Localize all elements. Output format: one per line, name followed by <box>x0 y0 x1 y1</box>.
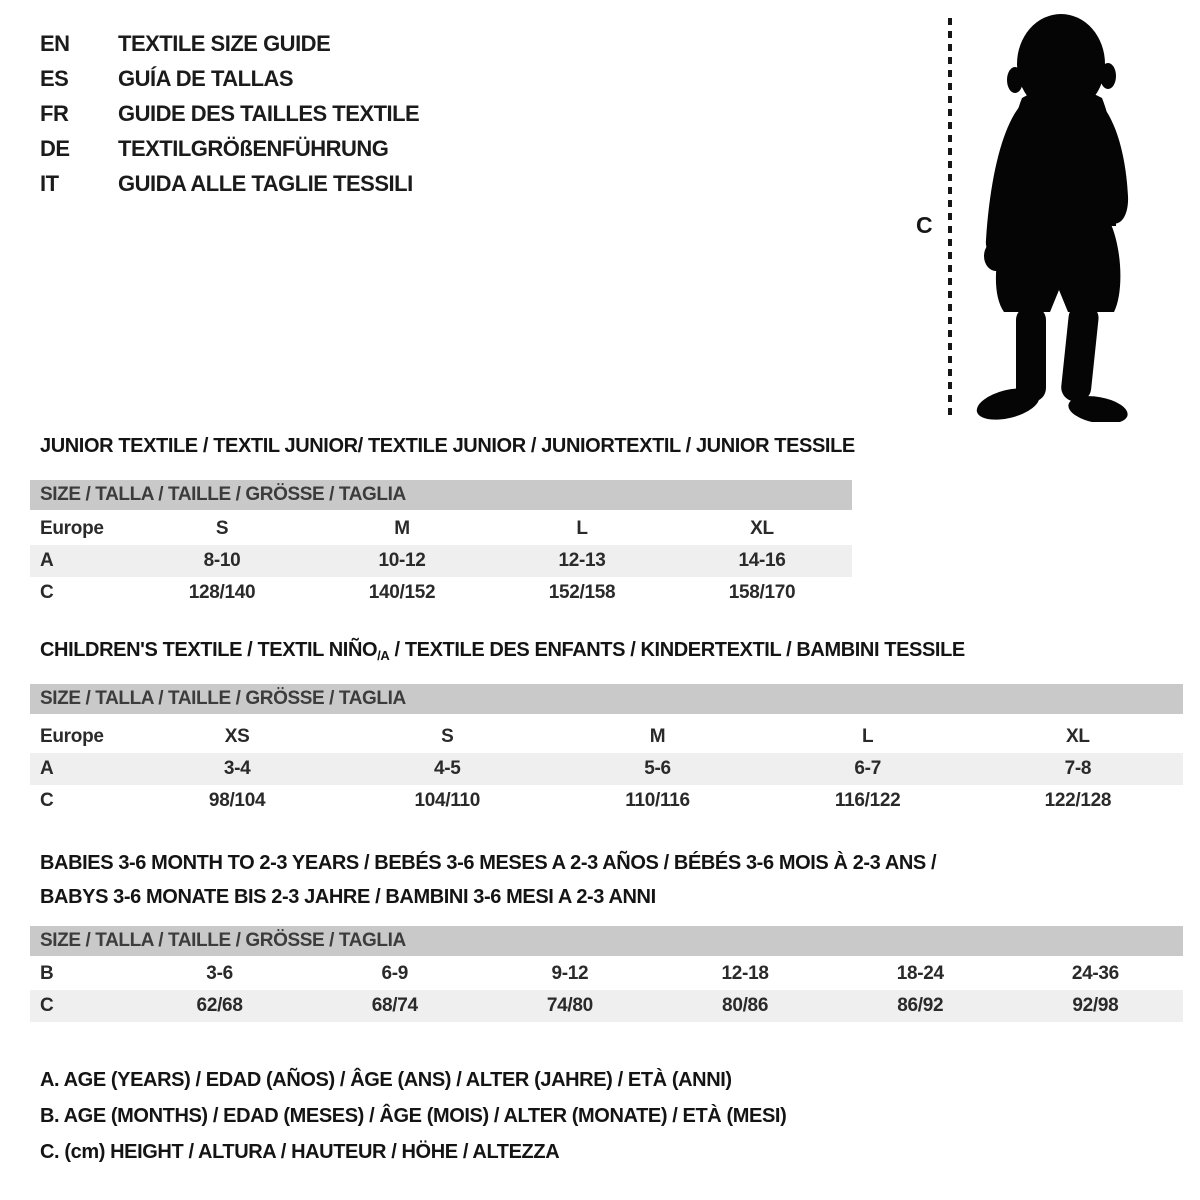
table-cell: 4-5 <box>434 758 461 779</box>
language-header <box>40 26 419 201</box>
lang-code: ES <box>40 65 69 91</box>
table-column-header: L <box>862 726 874 747</box>
babies-title-line2: BABYS 3-6 MONATE BIS 2-3 JAHRE / BAMBINI 3-6 MESI A 2-3 ANNI <box>40 886 656 908</box>
table-column-header: M <box>649 726 666 747</box>
table-cell: 12-13 <box>558 550 606 571</box>
table-column-header: XL <box>1066 726 1090 747</box>
lang-code: DE <box>40 135 70 161</box>
table-cell: 122/128 <box>1044 790 1112 811</box>
table-cell: 18-24 <box>896 963 944 984</box>
junior-section-title: JUNIOR TEXTILE / TEXTIL JUNIOR/ TEXTILE JUNIOR / JUNIORTEXTIL / JUNIOR TESSILE <box>40 435 855 457</box>
table-cell: 12-18 <box>721 963 769 984</box>
table-column-header: XS <box>224 726 250 747</box>
table-column-header: S <box>215 518 229 539</box>
table-cell: 5-6 <box>644 758 671 779</box>
junior-age-row <box>30 545 852 577</box>
table-cell: 6-9 <box>381 963 409 984</box>
table-cell: 7-8 <box>1064 758 1092 779</box>
lang-title: TEXTILGRÖßENFÜHRUNG <box>118 135 389 161</box>
table-cell: 3-4 <box>223 758 251 779</box>
legend-line-c: C. (cm) HEIGHT / ALTURA / HAUTEUR / HÖHE / ALTEZZA <box>40 1140 560 1163</box>
babies-size-header-bar: SIZE / TALLA / TAILLE / GRÖSSE / TAGLIA <box>30 926 1183 956</box>
table-cell: 24-36 <box>1071 963 1119 984</box>
row-label: C <box>40 995 54 1016</box>
measurement-legend <box>40 1062 786 1170</box>
legend-line-a: A. AGE (YEARS) / EDAD (AÑOS) / ÂGE (ANS) / ALTER (JAHRE) / ETÀ (ANNI) <box>40 1068 732 1091</box>
table-cell: 98/104 <box>208 790 266 811</box>
babies-section-title <box>40 846 936 914</box>
table-cell: 6-7 <box>854 758 881 779</box>
children-title-subscript: /A <box>377 648 390 663</box>
height-measure-dashed-line <box>948 18 952 416</box>
table-column-header: M <box>394 518 410 539</box>
table-cell: 128/140 <box>188 582 256 603</box>
height-measure-label: C <box>916 212 933 238</box>
lang-title: GUIDE DES TAILLES TEXTILE <box>118 100 420 126</box>
row-label: A <box>40 758 54 779</box>
table-cell: 152/158 <box>548 582 616 603</box>
toddler-silhouette <box>958 8 1148 422</box>
lang-title: TEXTILE SIZE GUIDE <box>118 30 331 56</box>
table-cell: 140/152 <box>368 582 436 603</box>
table-cell: 14-16 <box>738 550 786 571</box>
table-cell: 62/68 <box>196 995 243 1016</box>
table-cell: 80/86 <box>722 995 769 1016</box>
children-title-text: / TEXTILE DES ENFANTS / KINDERTEXTIL / BAMBINI TESSILE <box>389 639 965 661</box>
babies-title-line1: BABIES 3-6 MONTH TO 2-3 YEARS / BEBÉS 3-6 MESES A 2-3 AÑOS / BÉBÉS 3-6 MOIS À 2-3 ANS / <box>40 852 937 874</box>
babies-height-row <box>30 990 1183 1022</box>
junior-height-row <box>30 577 852 609</box>
lang-row-en <box>40 26 419 61</box>
lang-code: EN <box>40 30 70 56</box>
junior-sizes-row <box>30 513 852 545</box>
row-label: Europe <box>40 726 104 747</box>
babies-age-row <box>30 958 1183 990</box>
lang-code: IT <box>40 170 59 196</box>
children-section-title <box>40 638 965 664</box>
table-cell: 3-6 <box>206 963 233 984</box>
children-age-row <box>30 753 1183 785</box>
table-cell: 8-10 <box>203 550 241 571</box>
row-label: B <box>40 963 54 984</box>
table-cell: 9-12 <box>551 963 589 984</box>
table-cell: 10-12 <box>378 550 426 571</box>
row-label: Europe <box>40 518 104 539</box>
table-column-header: L <box>576 518 588 539</box>
legend-line-b: B. AGE (MONTHS) / EDAD (MESES) / ÂGE (MOIS) / ALTER (MONATE) / ETÀ (MESI) <box>40 1104 787 1127</box>
table-cell: 158/170 <box>728 582 796 603</box>
table-cell: 92/98 <box>1072 995 1119 1016</box>
lang-code: FR <box>40 100 69 126</box>
row-label: A <box>40 550 54 571</box>
table-cell: 116/122 <box>834 790 901 811</box>
lang-row-it <box>40 166 419 201</box>
row-label: C <box>40 790 54 811</box>
children-title-text: CHILDREN'S TEXTILE / TEXTIL NIÑO <box>40 639 378 661</box>
children-sizes-row <box>30 721 1183 753</box>
lang-title: GUIDA ALLE TAGLIE TESSILI <box>118 170 413 196</box>
table-cell: 104/110 <box>414 790 481 811</box>
table-cell: 74/80 <box>546 995 593 1016</box>
table-cell: 68/74 <box>371 995 418 1016</box>
junior-size-header-bar: SIZE / TALLA / TAILLE / GRÖSSE / TAGLIA <box>30 480 852 510</box>
lang-row-de <box>40 131 419 166</box>
table-column-header: S <box>441 726 454 747</box>
children-height-row <box>30 785 1183 817</box>
lang-title: GUÍA DE TALLAS <box>118 65 294 91</box>
table-cell: 86/92 <box>897 995 944 1016</box>
row-label: C <box>40 582 54 603</box>
lang-row-fr <box>40 96 419 131</box>
lang-row-es <box>40 61 419 96</box>
children-size-header-bar: SIZE / TALLA / TAILLE / GRÖSSE / TAGLIA <box>30 684 1183 714</box>
table-column-header: XL <box>750 518 774 539</box>
table-cell: 110/116 <box>625 790 690 811</box>
